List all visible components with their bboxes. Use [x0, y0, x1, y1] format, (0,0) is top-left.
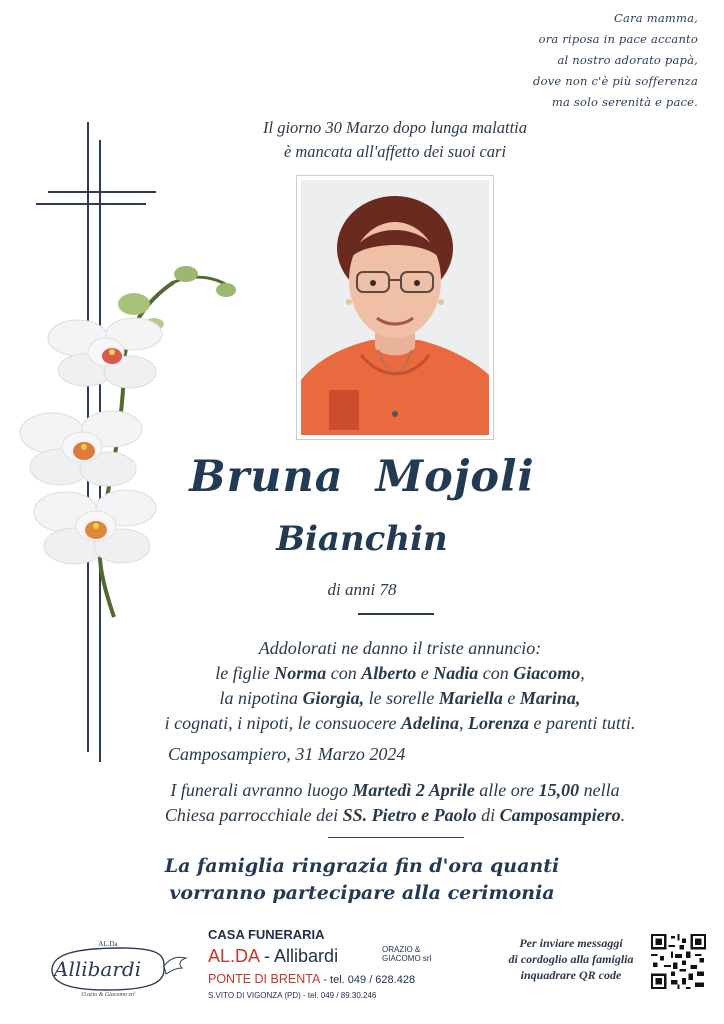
qr-line: inquadrare QR code: [520, 968, 622, 982]
funeral-time: 15,00: [538, 780, 580, 800]
text-fragment: con: [326, 663, 362, 683]
intro-line: è mancata all'affetto dei suoi cari: [283, 142, 507, 161]
text-fragment: .: [620, 805, 626, 825]
relative-name: Adelina: [400, 713, 459, 733]
text-fragment: srl: [422, 954, 432, 963]
allibardi-logo: [46, 938, 196, 998]
location-name: PONTE DI BRENTA: [208, 972, 321, 986]
brand-alda: AL.DA: [208, 946, 260, 966]
intro-line: Il giorno 30 Marzo dopo lunga malattia: [262, 118, 527, 137]
funeral-line: [130, 803, 660, 828]
text-fragment: le sorelle: [364, 688, 439, 708]
text-fragment: ,: [458, 713, 468, 733]
funeral-home-title: CASA FUNERARIA: [208, 927, 325, 942]
maiden-name: Bianchin: [276, 519, 448, 559]
poem-line: dove non c'è più sofferenza: [533, 74, 698, 88]
relative-name: Norma: [274, 663, 327, 683]
qr-code-icon[interactable]: [651, 934, 706, 989]
funeral-home-owners: [382, 945, 431, 963]
orchid-flower-icon: [14, 262, 244, 632]
text-fragment: ,: [580, 663, 585, 683]
deceased-name: Bruna Mojoli: [189, 452, 535, 502]
deceased-age: di anni 78: [327, 580, 397, 599]
text-fragment: e: [416, 663, 434, 683]
text-fragment: le figlie: [215, 663, 275, 683]
announce-line: Addolorati ne danno il triste annuncio:: [258, 638, 542, 658]
announce-line: [120, 661, 680, 686]
funeral-line: [130, 778, 660, 803]
portrait-frame: [296, 175, 494, 440]
relative-name: Alberto: [361, 663, 417, 683]
owners-line: [382, 954, 431, 963]
logo-top-text: AL.Da: [98, 940, 118, 948]
relative-name: Giorgia,: [302, 688, 365, 708]
announcement-text: [120, 636, 680, 736]
thanks-line: vorranno partecipare alla cerimonia: [169, 882, 555, 904]
family-thanks: [0, 853, 724, 907]
owners-line: ORAZIO &: [382, 945, 421, 954]
thanks-line: La famiglia ringrazia fin d'ora quanti: [164, 855, 560, 877]
place-date: Camposampiero, 31 Marzo 2024: [168, 744, 406, 764]
funeral-date: Martedì 2 Aprile: [352, 780, 475, 800]
logo-sub: O.azio & Giacomo srl: [81, 992, 135, 998]
poem-line: ma solo serenità e pace.: [551, 95, 698, 109]
logo-name: Allibardi: [54, 957, 142, 981]
portrait-image: [301, 180, 489, 435]
text-fragment: con: [478, 663, 514, 683]
divider-line: [358, 613, 434, 615]
relative-name: Giacomo: [513, 663, 581, 683]
funeral-info: [130, 778, 660, 828]
relative-name: Lorenza: [467, 713, 529, 733]
qr-line: Per inviare messaggi: [519, 936, 623, 950]
text-fragment: I funerali avranno luogo: [170, 780, 353, 800]
text-fragment: di: [476, 805, 500, 825]
relative-name: Mariella: [438, 688, 503, 708]
poem-line: al nostro adorato papà,: [557, 53, 698, 67]
dove-icon: [164, 957, 186, 974]
funeral-home-vigonza: S.VITO DI VIGONZA (PD) - tel. 049 / 89.30.246: [208, 991, 377, 1000]
text-fragment: e: [502, 688, 520, 708]
announce-line: [120, 711, 680, 736]
poem-line: ora riposa in pace accanto: [538, 32, 698, 46]
town-name: Camposampiero: [499, 805, 621, 825]
death-intro: [230, 116, 560, 164]
funeral-home-ponte: [208, 972, 415, 986]
phone-number: - tel. 049 / 628.428: [320, 974, 416, 986]
qr-instructions: [496, 935, 646, 983]
relative-name: Marina,: [519, 688, 581, 708]
portrait-photo: [301, 180, 489, 435]
text-fragment: nella: [579, 780, 620, 800]
poem-line: Cara mamma,: [614, 11, 698, 25]
text-fragment: alle ore: [474, 780, 539, 800]
announce-line: [120, 686, 680, 711]
text-fragment: i cognati, i nipoti, le consuocere: [164, 713, 401, 733]
relative-name: Nadia: [433, 663, 479, 683]
dedication-poem: [478, 8, 698, 113]
text-fragment: GIACOMO: [382, 954, 421, 963]
brand-allibardi: - Allibardi: [259, 946, 339, 966]
divider-line: [328, 837, 464, 838]
text-fragment: e parenti tutti.: [529, 713, 636, 733]
text-fragment: la nipotina: [219, 688, 303, 708]
text-fragment: Chiesa parrocchiale dei: [164, 805, 343, 825]
church-name: SS. Pietro e Paolo: [342, 805, 477, 825]
funeral-home-brand: [208, 946, 338, 967]
qr-line: di cordoglio alla famiglia: [508, 952, 634, 966]
